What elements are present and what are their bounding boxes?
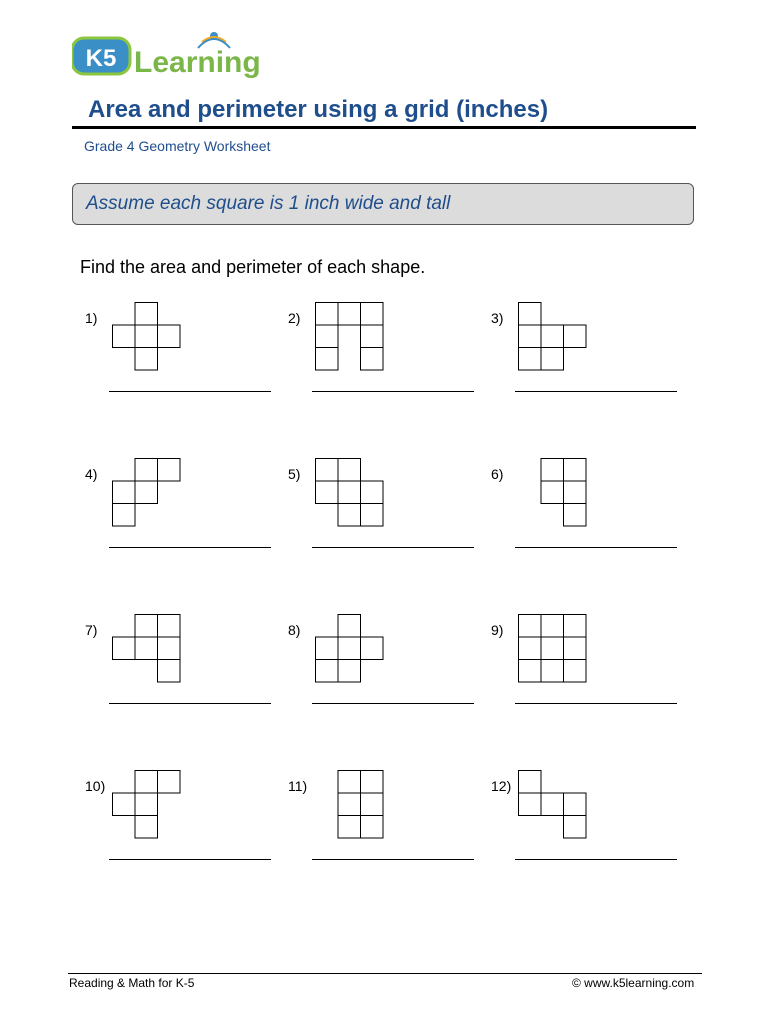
shape-grid: [518, 770, 590, 842]
grid-square: [338, 504, 361, 527]
problem-1: [85, 310, 275, 410]
grid-square: [135, 325, 158, 348]
grid-square: [361, 816, 384, 839]
grid-square: [338, 771, 361, 794]
footer-website: © www.k5learning.com: [572, 976, 695, 990]
shape-grid: [315, 770, 387, 842]
grid-square: [564, 615, 587, 638]
answer-line[interactable]: [515, 391, 677, 392]
grid-square: [338, 793, 361, 816]
answer-line[interactable]: [515, 703, 677, 704]
grid-square: [113, 793, 136, 816]
shape-grid: [112, 770, 184, 842]
grid-square: [135, 816, 158, 839]
shape-grid: [112, 614, 184, 686]
shape-grid: [112, 458, 184, 530]
problem-number: 6): [491, 466, 504, 482]
footer-tagline: Reading & Math for K-5: [69, 976, 195, 990]
grid-square: [541, 615, 564, 638]
shape-grid: [315, 302, 387, 374]
grid-square: [338, 481, 361, 504]
grid-square: [361, 637, 384, 660]
problem-number: 11): [288, 778, 308, 794]
answer-line[interactable]: [109, 391, 271, 392]
grid-square: [158, 637, 181, 660]
grid-square: [113, 481, 136, 504]
worksheet-title: Area and perimeter using a grid (inches): [88, 96, 549, 123]
grid-square: [361, 504, 384, 527]
grid-square: [519, 325, 542, 348]
svg-text:Learning: Learning: [134, 46, 261, 79]
grid-square: [564, 459, 587, 482]
grid-square: [113, 637, 136, 660]
grid-square: [113, 325, 136, 348]
worksheet-subtitle: Grade 4 Geometry Worksheet: [84, 138, 271, 154]
problem-number: 3): [491, 310, 504, 326]
problem-9: [491, 622, 681, 722]
shape-grid: [315, 458, 387, 530]
grid-square: [519, 637, 542, 660]
problem-number: 10): [85, 778, 106, 794]
problem-4: [85, 466, 275, 566]
grid-square: [541, 325, 564, 348]
grid-square: [519, 303, 542, 326]
grid-square: [158, 459, 181, 482]
shape-grid: [518, 458, 590, 530]
grid-square: [158, 660, 181, 683]
grid-square: [135, 771, 158, 794]
grid-square: [316, 348, 339, 371]
answer-line[interactable]: [109, 547, 271, 548]
problem-10: [85, 778, 275, 878]
problem-8: [288, 622, 478, 722]
grid-square: [564, 660, 587, 683]
grid-square: [541, 660, 564, 683]
grid-square: [135, 303, 158, 326]
grid-square: [541, 348, 564, 371]
grid-square: [361, 348, 384, 371]
grid-square: [564, 325, 587, 348]
grid-square: [158, 771, 181, 794]
problem-7: [85, 622, 275, 722]
grid-square: [541, 793, 564, 816]
grid-square: [361, 771, 384, 794]
grid-square: [519, 793, 542, 816]
title-underline: [72, 126, 696, 129]
problem-number: 4): [85, 466, 98, 482]
grid-square: [316, 303, 339, 326]
grid-square: [541, 637, 564, 660]
grid-square: [564, 481, 587, 504]
problem-number: 8): [288, 622, 301, 638]
answer-line[interactable]: [312, 703, 474, 704]
grid-square: [135, 615, 158, 638]
grid-square: [338, 816, 361, 839]
grid-square: [338, 660, 361, 683]
k5-learning-logo: [72, 28, 272, 80]
answer-line[interactable]: [515, 547, 677, 548]
grid-square: [564, 504, 587, 527]
grid-square: [541, 481, 564, 504]
grid-square: [361, 793, 384, 816]
grid-square: [564, 816, 587, 839]
grid-square: [338, 615, 361, 638]
answer-line[interactable]: [109, 859, 271, 860]
grid-square: [519, 615, 542, 638]
problem-11: [288, 778, 478, 878]
grid-square: [135, 459, 158, 482]
assumption-text: Assume each square is 1 inch wide and tall: [86, 193, 451, 214]
shape-grid: [112, 302, 184, 374]
answer-line[interactable]: [312, 859, 474, 860]
grid-square: [135, 793, 158, 816]
grid-square: [316, 459, 339, 482]
grid-square: [135, 481, 158, 504]
answer-line[interactable]: [109, 703, 271, 704]
problem-number: 1): [85, 310, 98, 326]
grid-square: [338, 459, 361, 482]
problem-number: 9): [491, 622, 504, 638]
grid-square: [316, 481, 339, 504]
problem-2: [288, 310, 478, 410]
problem-number: 2): [288, 310, 301, 326]
assumption-box: [72, 183, 694, 225]
problem-number: 7): [85, 622, 98, 638]
grid-square: [158, 325, 181, 348]
problem-12: [491, 778, 681, 878]
footer-divider: [68, 973, 702, 974]
grid-square: [158, 615, 181, 638]
problem-6: [491, 466, 681, 566]
grid-square: [564, 793, 587, 816]
grid-square: [113, 504, 136, 527]
answer-line[interactable]: [515, 859, 677, 860]
problem-5: [288, 466, 478, 566]
grid-square: [361, 303, 384, 326]
instructions: Find the area and perimeter of each shape.: [80, 257, 426, 277]
grid-square: [316, 660, 339, 683]
grid-square: [135, 348, 158, 371]
shape-grid: [315, 614, 387, 686]
answer-line[interactable]: [312, 547, 474, 548]
grid-square: [519, 771, 542, 794]
shape-grid: [518, 614, 590, 686]
answer-line[interactable]: [312, 391, 474, 392]
shape-grid: [518, 302, 590, 374]
grid-square: [564, 637, 587, 660]
problem-number: 12): [491, 778, 512, 794]
grid-square: [361, 481, 384, 504]
grid-square: [519, 348, 542, 371]
svg-text:K5: K5: [85, 45, 117, 72]
problem-number: 5): [288, 466, 301, 482]
grid-square: [361, 325, 384, 348]
grid-square: [541, 459, 564, 482]
grid-square: [338, 303, 361, 326]
problem-3: [491, 310, 681, 410]
grid-square: [338, 637, 361, 660]
grid-square: [316, 637, 339, 660]
grid-square: [135, 637, 158, 660]
grid-square: [519, 660, 542, 683]
grid-square: [316, 325, 339, 348]
